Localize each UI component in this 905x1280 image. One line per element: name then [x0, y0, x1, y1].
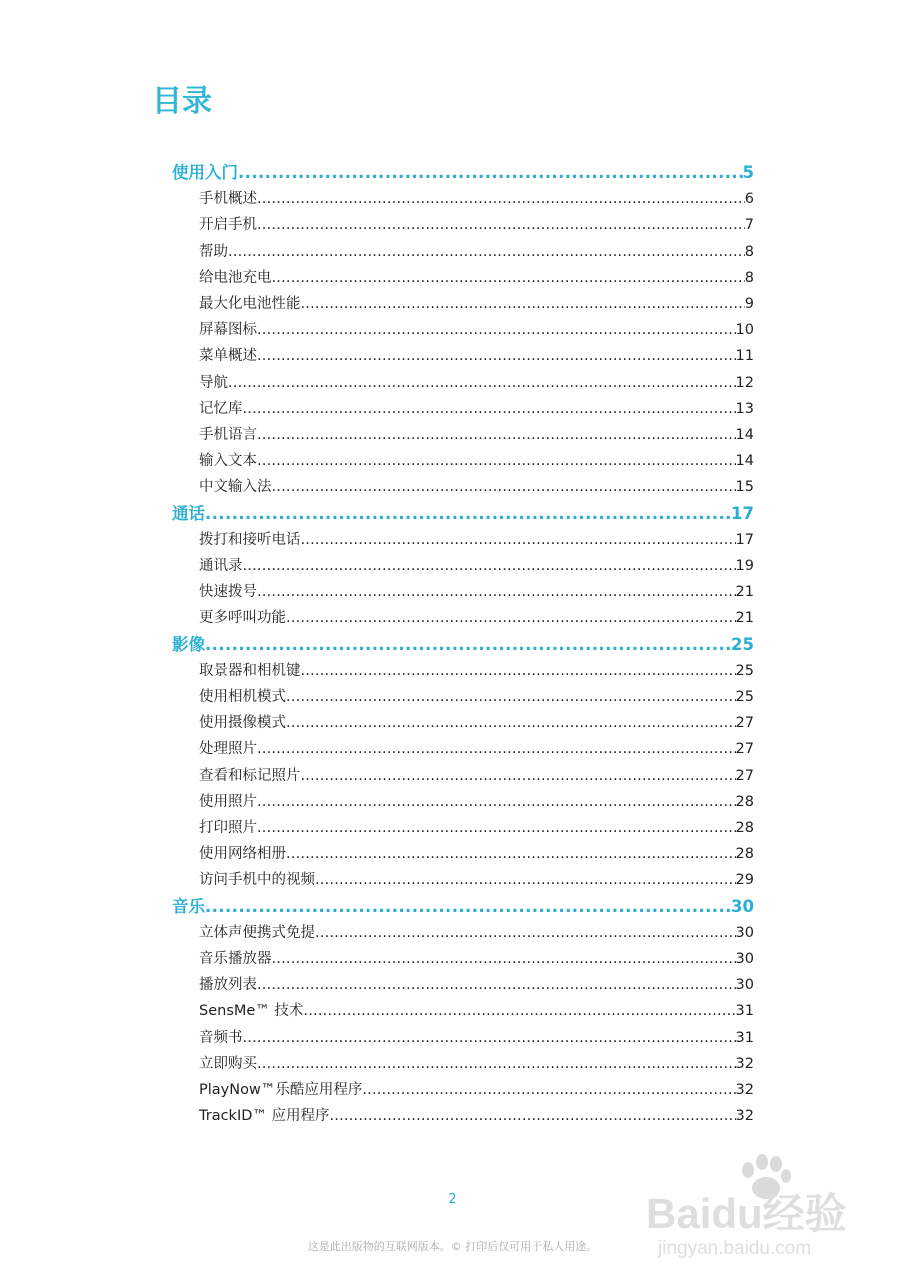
- dot-leader: [228, 370, 736, 396]
- dot-leader: [257, 736, 736, 762]
- toc-entry-page: 19: [735, 558, 754, 574]
- toc-entry-label: 更多呼叫功能: [199, 610, 286, 627]
- dot-leader: [257, 448, 736, 474]
- toc-entry[interactable]: [199, 1025, 754, 1051]
- toc-entry-page: 15: [735, 479, 754, 496]
- toc-entry[interactable]: [199, 422, 754, 448]
- dot-leader: [315, 920, 736, 946]
- toc-entry-label: 播放列表: [199, 977, 257, 994]
- toc-entry-label: PlayNow™乐酷应用程序: [199, 1082, 363, 1098]
- toc-entry-label: 立即购买: [199, 1055, 257, 1072]
- dot-leader: [257, 186, 745, 212]
- toc-entry[interactable]: [199, 658, 754, 684]
- toc-entry[interactable]: [199, 763, 754, 789]
- toc-entry-label: 使用相机模式: [199, 689, 286, 705]
- toc-entry-label: 记忆库: [199, 400, 243, 417]
- baidu-watermark: [644, 1148, 876, 1264]
- toc-entry-label: 屏幕图标: [199, 322, 257, 339]
- toc-entry-label: 帮助: [199, 243, 228, 260]
- page-number: 2: [448, 1192, 457, 1207]
- toc-entry-label: 访问手机中的视频: [199, 872, 315, 889]
- dot-leader: [362, 1077, 735, 1103]
- toc-entry[interactable]: [199, 396, 754, 422]
- toc-entry-label: 最大化电池性能: [199, 296, 301, 312]
- dot-leader: [272, 265, 745, 291]
- dot-leader: [243, 396, 736, 422]
- dot-leader: [286, 710, 736, 736]
- toc-entry[interactable]: [199, 1103, 754, 1129]
- toc-entry[interactable]: [199, 684, 754, 710]
- toc-entry[interactable]: [199, 448, 754, 474]
- toc-entry-label: 使用照片: [199, 793, 257, 810]
- dot-leader: [330, 1103, 736, 1129]
- toc-section-4[interactable]: [172, 894, 754, 920]
- toc-entry-page: 27: [735, 767, 754, 784]
- toc-entry[interactable]: [199, 710, 754, 736]
- toc-entry[interactable]: [199, 946, 754, 972]
- toc-entry[interactable]: [199, 186, 754, 212]
- dot-leader: [315, 867, 736, 893]
- toc-entry[interactable]: [199, 527, 754, 553]
- toc-entry[interactable]: [199, 265, 754, 291]
- dot-leader: [243, 1025, 736, 1051]
- toc-entry-label: 使用摄像模式: [199, 715, 286, 732]
- toc-section-2[interactable]: [172, 501, 754, 527]
- dot-leader: [257, 422, 736, 448]
- toc-entry-page: 30: [735, 951, 754, 967]
- toc-section-title: 通话: [172, 503, 205, 523]
- dot-leader: [257, 212, 745, 238]
- watermark-url: jingyan.baidu.com: [658, 1238, 812, 1259]
- toc-entry-page: 29: [735, 872, 754, 889]
- toc-entry-label: 开启手机: [199, 217, 257, 234]
- toc-section-1[interactable]: [172, 160, 754, 186]
- toc-entry[interactable]: [199, 553, 754, 579]
- dot-leader: [228, 239, 745, 265]
- toc-entry[interactable]: [199, 343, 754, 369]
- toc-entry-page: 32: [735, 1082, 754, 1098]
- dot-leader: [272, 474, 736, 500]
- toc-entry[interactable]: [199, 474, 754, 500]
- toc-entry-label: 导航: [199, 374, 228, 391]
- toc-entry-page: 32: [735, 1055, 754, 1072]
- toc-entry-page: 14: [735, 427, 754, 443]
- toc-entry-label: 打印照片: [199, 820, 257, 836]
- toc-section-title: 使用入门: [172, 163, 238, 182]
- page-title: 目录: [152, 84, 212, 119]
- toc-section-3[interactable]: [172, 632, 754, 658]
- toc-entry[interactable]: [199, 370, 754, 396]
- toc-entry-page: 28: [735, 820, 754, 836]
- toc-entry-label: 手机概述: [199, 191, 257, 208]
- dot-leader: [238, 160, 743, 186]
- toc-entry[interactable]: [199, 841, 754, 867]
- toc-entry[interactable]: [199, 579, 754, 605]
- toc-entry-label: 取景器和相机键: [199, 662, 301, 679]
- dot-leader: [286, 605, 736, 631]
- toc-entry-page: 21: [735, 610, 754, 627]
- dot-leader: [205, 894, 731, 920]
- dot-leader: [205, 632, 731, 658]
- dot-leader: [301, 658, 736, 684]
- dot-leader: [301, 527, 736, 553]
- toc-entry[interactable]: [199, 789, 754, 815]
- dot-leader: [257, 579, 736, 605]
- dot-leader: [257, 1051, 736, 1077]
- dot-leader: [257, 815, 736, 841]
- toc-entry-page: 25: [735, 689, 754, 705]
- toc-entry-page: 7: [744, 217, 754, 234]
- toc-entry-page: 9: [744, 296, 754, 312]
- toc-entry[interactable]: [199, 317, 754, 343]
- toc-entry[interactable]: [199, 1051, 754, 1077]
- toc-entry-label: 手机语言: [199, 427, 257, 443]
- dot-leader: [257, 789, 736, 815]
- toc-entry-label: 拨打和接听电话: [199, 531, 301, 548]
- dot-leader: [205, 501, 731, 527]
- toc-entry[interactable]: [199, 212, 754, 238]
- toc-entry-label: 音频书: [199, 1029, 243, 1046]
- toc-entry-page: 27: [735, 715, 754, 732]
- dot-leader: [286, 841, 736, 867]
- toc-entry-page: 32: [735, 1108, 754, 1125]
- toc-entry[interactable]: [199, 1077, 754, 1103]
- toc-entry-page: 12: [735, 374, 754, 391]
- toc-entry-label: 处理照片: [199, 741, 257, 758]
- toc-section-title: 影像: [172, 634, 205, 654]
- toc-entry-label: 查看和标记照片: [199, 767, 301, 784]
- toc-entry-page: 6: [744, 191, 754, 208]
- toc-entry-page: 28: [735, 846, 754, 863]
- toc-entry-label: 音乐播放器: [199, 951, 272, 967]
- toc-entry-label: 通讯录: [199, 558, 243, 574]
- toc-entry-page: 28: [735, 793, 754, 810]
- toc-entry-page: 25: [735, 662, 754, 679]
- toc-entry-page: 17: [735, 531, 754, 548]
- toc-entry-label: 快速拨号: [199, 584, 257, 601]
- toc-entry-page: 8: [744, 243, 754, 260]
- toc-entry-page: 27: [735, 741, 754, 758]
- toc-entry-page: 31: [735, 1003, 754, 1020]
- dot-leader: [286, 684, 736, 710]
- toc-entry-page: 8: [744, 269, 754, 286]
- toc-entry[interactable]: [199, 998, 754, 1024]
- toc-section-page: 17: [731, 503, 754, 523]
- toc-entry-label: 给电池充电: [199, 269, 272, 286]
- dot-leader: [243, 553, 736, 579]
- toc-section-title: 音乐: [172, 896, 205, 916]
- toc-section-page: 25: [731, 634, 754, 654]
- toc-entry-label: 立体声便携式免提: [199, 924, 315, 941]
- toc-entry[interactable]: [199, 239, 754, 265]
- footer-note: 这是此出版物的互联网版本。© 打印后仅可用于私人用途。: [307, 1240, 598, 1253]
- toc-entry-label: 菜单概述: [199, 348, 257, 365]
- toc-entry-page: 30: [735, 977, 754, 994]
- toc-entry[interactable]: [199, 867, 754, 893]
- toc-entry-label: 使用网络相册: [199, 846, 286, 863]
- toc-entry[interactable]: [199, 605, 754, 631]
- toc-entry-label: 中文输入法: [199, 479, 272, 496]
- toc-entry-page: 21: [735, 584, 754, 601]
- toc-entry[interactable]: [199, 291, 754, 317]
- toc-entry-label: 输入文本: [199, 453, 257, 470]
- toc-section-page: 5: [742, 163, 754, 182]
- toc-entry[interactable]: [199, 972, 754, 998]
- toc-entry-page: 31: [735, 1029, 754, 1046]
- dot-leader: [272, 946, 736, 972]
- dot-leader: [301, 291, 745, 317]
- dot-leader: [257, 343, 736, 369]
- toc-entry[interactable]: [199, 815, 754, 841]
- toc-entry-page: 14: [735, 453, 754, 470]
- toc-entry-page: 13: [735, 400, 754, 417]
- dot-leader: [257, 317, 736, 343]
- toc-entry-label: SensMe™ 技术: [199, 1003, 304, 1020]
- toc-entry-page: 30: [735, 924, 754, 941]
- dot-leader: [257, 972, 736, 998]
- toc-section-page: 30: [731, 896, 754, 916]
- dot-leader: [303, 998, 735, 1024]
- toc-entry[interactable]: [199, 736, 754, 762]
- dot-leader: [301, 763, 736, 789]
- toc-entry-page: 10: [735, 322, 754, 339]
- toc-entry-label: TrackID™ 应用程序: [199, 1108, 330, 1125]
- watermark-logo-text: Baidu经验: [646, 1190, 847, 1237]
- toc-entry[interactable]: [199, 920, 754, 946]
- toc-entry-page: 11: [735, 348, 754, 365]
